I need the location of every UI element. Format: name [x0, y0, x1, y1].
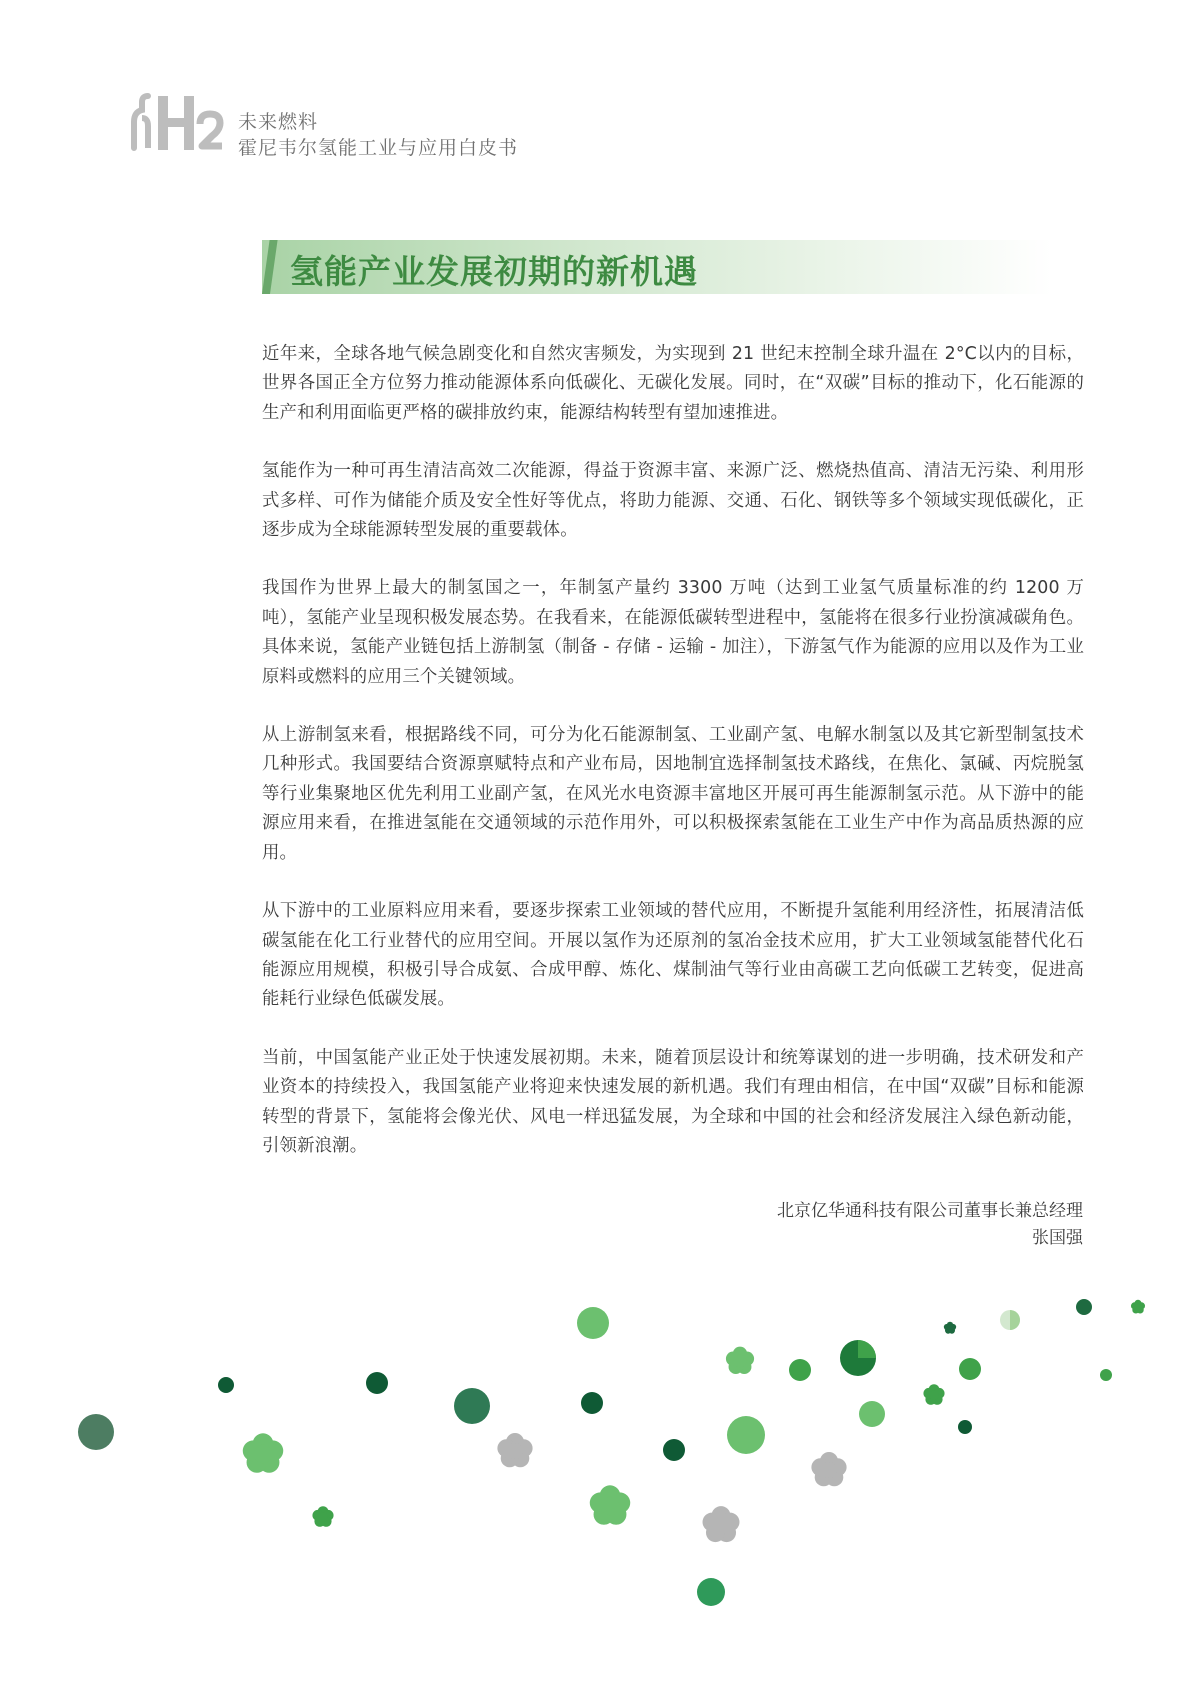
paragraph: 近年来，全球各地气候急剧变化和自然灾害频发，为实现到 21 世纪末控制全球升温在 2°C以内的目标，世界各国正全方位努力推动能源体系向低碳化、无碳化发展。同时，在“双碳”目标的推动下，化石能源的生产和利用面临更严格的碳排放约束，能源结构转型有望加速推进。: [262, 344, 1084, 423]
paragraph: 当前，中国氢能产业正处于快速发展初期。未来，随着顶层设计和统筹谋划的进一步明确，技术研发和产业资本的持续投入，我国氢能产业将迎来快速发展的新机遇。我们有理由相信，在中国“双碳”目标和能源转型的背景下，氢能将会像光伏、风电一样迅猛发展，为全球和中国的社会和经济发展注入绿色新动能，引领新浪潮。: [262, 1047, 1084, 1156]
header-series-title: 未来燃料: [238, 111, 319, 133]
dot: [581, 1392, 603, 1414]
article-body: [262, 340, 1084, 1190]
paragraph: 从下游中的工业原料应用来看，要逐步探索工业领域的替代应用，不断提升氢能利用经济性，拓展清洁低碳氢能在化工行业替代的应用空间。开展以氢作为还原剂的氢冶金技术应用，扩大工业领域氢能替代化石能源应用规模，积极引导合成氨、合成甲醇、炼化、煤制油气等行业由高碳工艺向低碳工艺转变，促进高能耗行业绿色低碳发展。: [262, 901, 1084, 1010]
dot: [727, 1416, 765, 1454]
dot: [218, 1377, 234, 1393]
signature-block: [777, 1198, 1083, 1252]
section-title: 氢能产业发展初期的新机遇: [290, 252, 698, 291]
dot: [1100, 1369, 1112, 1381]
dot: [959, 1358, 981, 1380]
paragraph: 氢能作为一种可再生清洁高效二次能源，得益于资源丰富、来源广泛、燃烧热值高、清洁无污染、利用形式多样、可作为储能介质及安全性好等优点，将助力能源、交通、石化、钢铁等多个领域实现低碳化，正逐步成为全球能源转型发展的重要载体。: [262, 461, 1084, 541]
signature-name: 张国强: [1032, 1228, 1083, 1248]
h2-logo-icon: [128, 88, 233, 158]
signature-org-title: 北京亿华通科技有限公司董事长兼总经理: [777, 1201, 1083, 1221]
dot: [859, 1401, 885, 1427]
dot: [577, 1307, 609, 1339]
paragraph: 我国作为世界上最大的制氢国之一，年制氢产量约 3300 万吨（达到工业氢气质量标准的约 1200 万吨），氢能产业呈现积极发展态势。在我看来，在能源低碳转型进程中，氢能将在很多行业扮演减碳角色。具体来说，氢能产业链包括上游制氢（制备 - 存储 - 运输 - 加注），下游氢气作为能源的应用以及作为工业原料或燃料的应用三个关键领域。: [262, 578, 1084, 687]
paragraph: 从上游制氢来看，根据路线不同，可分为化石能源制氢、工业副产氢、电解水制氢以及其它新型制氢技术几种形式。我国要结合资源禀赋特点和产业布局，因地制宜选择制氢技术路线，在焦化、氯碱、丙烷脱氢等行业集聚地区优先利用工业副产氢，在风光水电资源丰富地区开展可再生能源制氢示范。从下游中的能源应用来看，在推进氢能在交通领域的示范作用外，可以积极探索氢能在工业生产中作为高品质热源的应用。: [262, 725, 1084, 863]
dot: [454, 1388, 490, 1424]
decorative-dots: [0, 1270, 1200, 1610]
dot: [697, 1578, 725, 1606]
header-document-title: 霍尼韦尔氢能工业与应用白皮书: [238, 137, 519, 159]
dot: [366, 1372, 388, 1394]
dot: [789, 1359, 811, 1381]
dot: [78, 1414, 114, 1450]
dot: [1076, 1299, 1092, 1315]
dot: [663, 1439, 685, 1461]
page-header: [128, 88, 728, 168]
dot: [958, 1420, 972, 1434]
